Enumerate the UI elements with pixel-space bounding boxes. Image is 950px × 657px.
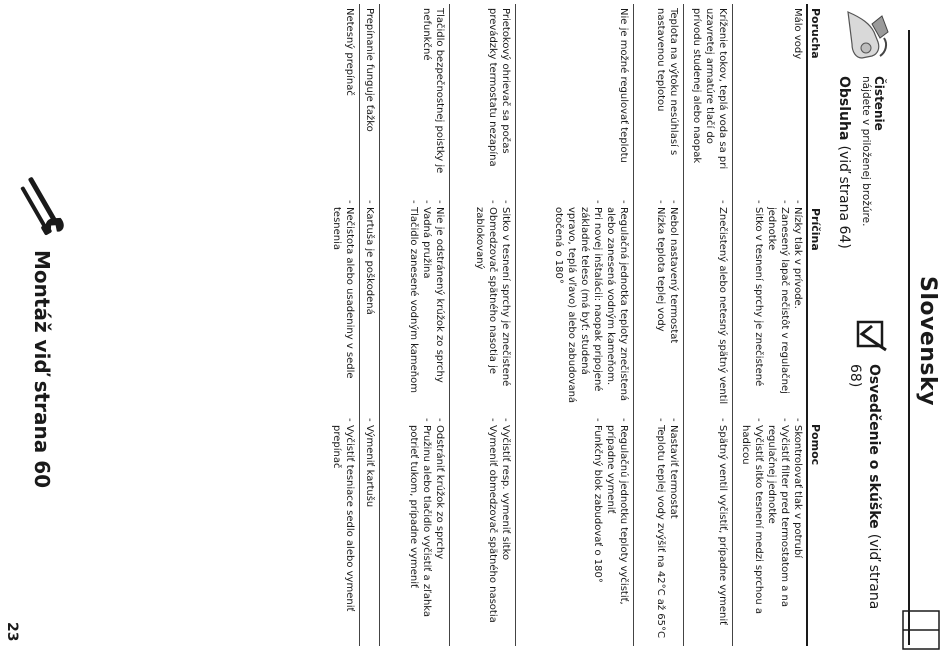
- header-remedy: Pomoc: [809, 424, 822, 466]
- row-0-cause: - Nízky tlak v prívode.: [791, 200, 804, 408]
- row-4-cause: - Sitko v tesnení sprchy je znečistené: [499, 200, 512, 408]
- row-7-causes: [330, 200, 356, 408]
- operation-block: [835, 76, 854, 316]
- row-2-cause: - Nebol nastavený termostat: [667, 200, 680, 408]
- row-5-remedies: [407, 418, 446, 642]
- row-6-fault: Prepínanie funguje ťažko: [364, 8, 375, 132]
- row-7-remedy: - Vyčistiť tesniace sedlo alebo vymeniť prepínač: [330, 418, 356, 642]
- row-1-remedy: - Spätný ventil vyčistiť, prípadne vymeniť: [716, 418, 729, 642]
- row-divider: [683, 4, 684, 646]
- row-5-cause: - Tlačidlo zanesené vodným kameňom: [407, 200, 420, 408]
- row-2-remedy: - Nastaviť termostat: [667, 418, 680, 642]
- operation-title: Obsluha: [836, 76, 852, 141]
- row-3-remedies: [591, 418, 630, 642]
- row-0-causes: [752, 200, 804, 408]
- row-5-cause: - Vadná pružina: [420, 200, 433, 408]
- row-3-causes: [552, 200, 630, 408]
- page-number: 23: [4, 622, 20, 642]
- row-1-fault: Kríženie tokov, teplá voda sa pri uzavretej armatúre tlačí do prívodu studenej alebo naopak: [691, 8, 728, 170]
- row-7-cause: - Nečistota alebo usadeniny v sedle tesnenia: [330, 200, 356, 408]
- row-divider: [359, 4, 360, 646]
- cleaning-note: nájdete v priloženej brožúre.: [860, 76, 872, 227]
- row-3-remedy: - Funkčný blok zabudovať o 180°: [591, 418, 604, 642]
- book-icon: [902, 610, 940, 650]
- row-0-remedy: - Skontrolovať tlak v potrubí: [791, 418, 804, 642]
- language-title: Slovensky: [915, 276, 940, 406]
- row-2-cause: - Nízka teplota teplej vody: [654, 200, 667, 408]
- row-divider: [633, 4, 634, 646]
- row-0-fault: Málo vody: [792, 8, 803, 60]
- cleaning-hand-icon: [844, 8, 892, 66]
- cleaning-block: [859, 76, 886, 276]
- row-6-remedy: - Výmeniť kartušu: [363, 418, 376, 642]
- cleaning-title: Čistenie: [872, 76, 886, 131]
- row-0-cause: - Zanesený lapač nečistôt v regulačnej jednotke: [765, 200, 791, 408]
- row-1-causes: [716, 200, 729, 408]
- row-2-causes: [654, 200, 680, 408]
- header-cause: Príčina: [809, 208, 822, 251]
- row-2-remedy: - Teplotu teplej vody zvýšiť na 42°C až 65°C: [654, 418, 667, 642]
- table-top-rule: [807, 4, 809, 646]
- mounting-reference: Montáž viď strana 60: [30, 250, 54, 489]
- row-4-causes: [473, 200, 512, 408]
- row-divider: [379, 4, 380, 646]
- row-divider: [515, 4, 516, 646]
- row-divider: [449, 4, 450, 646]
- row-7-fault: Netesný prepínač: [344, 8, 355, 96]
- row-4-remedies: [486, 418, 512, 642]
- row-4-remedy: - Vymeniť obmedzovač spätného nasotia: [486, 418, 499, 642]
- row-5-cause: - Nie je odstránený krúžok zo sprchy: [433, 200, 446, 408]
- row-3-remedy: - Regulačnú jednotku teploty vyčistiť, prípadne vymeniť: [604, 418, 630, 642]
- certificate-note: (viď strana 68): [847, 364, 882, 610]
- row-5-remedy: - Odstrániť krúžok zo sprchy: [433, 418, 446, 642]
- row-2-fault: Teplota na výtoku nesúhlasí s nastavenou teplotou: [655, 8, 679, 156]
- row-4-remedy: - Vyčistiť resp. vymeniť sitko: [499, 418, 512, 642]
- wrench-screwdriver-icon: [20, 170, 62, 242]
- row-5-remedy: - Pružinu alebo tlačidlo vyčistiť a zľahka potrieť tukom, prípadne vymeniť: [407, 418, 433, 642]
- row-1-remedies: [716, 418, 729, 642]
- row-3-fault: Nie je možné regulovať teplotu: [618, 8, 629, 163]
- row-0-remedy: - Vyčistiť sitko tesnení medzi sprchou a hadicou: [739, 418, 765, 642]
- row-0-cause: - Sitko v tesnení sprchy je znečistené: [752, 200, 765, 408]
- row-5-fault: Tlačidlo bezpečnostnej poistky je nefunkčné: [421, 8, 445, 174]
- header-fault: Porucha: [809, 8, 822, 59]
- row-3-cause: - Regulačná jednotka teploty znečistená alebo zanesená vodným kameňom.: [604, 200, 630, 408]
- row-1-cause: - Znečistený alebo netesný spätný ventil: [716, 200, 729, 408]
- row-0-remedy: - Vyčistiť filter pred termostatom a na regulačnej jednotke: [765, 418, 791, 642]
- row-5-causes: [407, 200, 446, 408]
- operation-note: (viď strana 64): [836, 145, 852, 249]
- row-0-remedies: [739, 418, 804, 642]
- row-4-cause: - Obmedzovač spätného nasotia je zablokovaný: [473, 200, 499, 408]
- row-2-remedies: [654, 418, 680, 642]
- row-6-remedies: [363, 418, 376, 642]
- certificate-check-icon: [854, 318, 888, 352]
- row-4-fault: Prietokový ohrievač sa počas prevádzky termostatu nezapína: [487, 8, 511, 167]
- top-rule: [909, 30, 911, 645]
- row-6-causes: [363, 200, 376, 408]
- row-divider: [732, 4, 733, 646]
- certificate-title: Osvedčenie o skúške: [866, 364, 882, 529]
- row-7-remedies: [330, 418, 356, 642]
- row-6-cause: - Kartuša je poškodená: [363, 200, 376, 408]
- row-3-cause: - Pri novej inštalácii: naopak pripojené základné teleso (má byť: studená vpravo, teplá vľavo) alebo zabudovaná otočená o 180°: [552, 200, 604, 408]
- certificate-block: [846, 364, 884, 624]
